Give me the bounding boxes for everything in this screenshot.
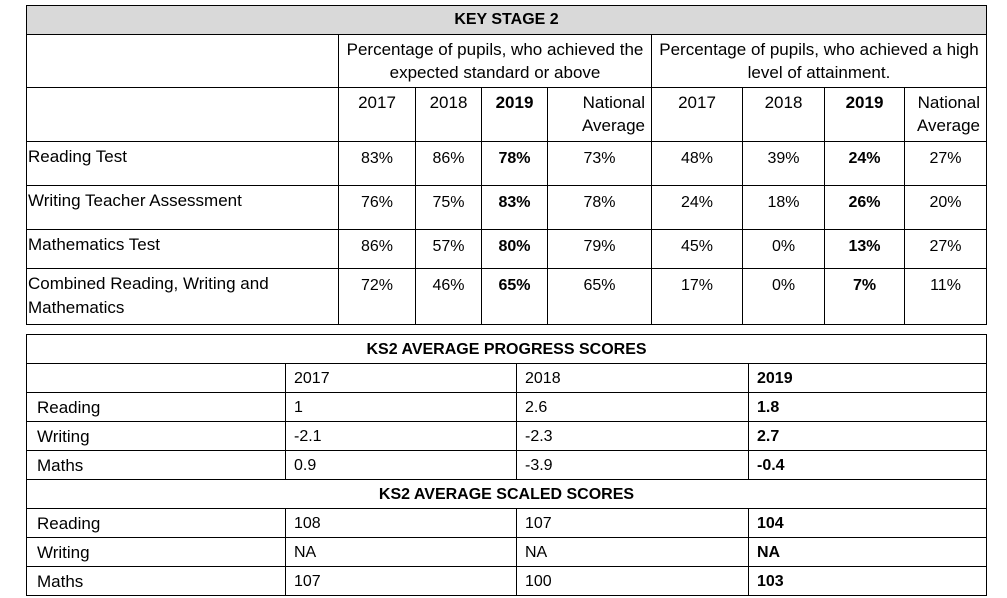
value-cell: 73% bbox=[548, 142, 652, 186]
value-cell: 108 bbox=[286, 509, 517, 538]
row-label: Combined Reading, Writing and Mathematics bbox=[27, 269, 339, 325]
row-label: Reading Test bbox=[27, 142, 339, 186]
value-cell: 24% bbox=[825, 142, 905, 186]
value-cell: 26% bbox=[825, 186, 905, 230]
table-row bbox=[27, 538, 987, 567]
value-cell: 83% bbox=[339, 142, 416, 186]
value-cell: 86% bbox=[416, 142, 482, 186]
value-cell: 7% bbox=[825, 269, 905, 325]
value-cell: 46% bbox=[416, 269, 482, 325]
value-cell: 0% bbox=[743, 230, 825, 269]
national-average-header: National Average bbox=[905, 88, 987, 142]
value-cell: 1 bbox=[286, 393, 517, 422]
value-cell: 17% bbox=[652, 269, 743, 325]
value-cell: 103 bbox=[749, 567, 987, 596]
value-cell: 11% bbox=[905, 269, 987, 325]
value-cell: 48% bbox=[652, 142, 743, 186]
year-header: 2018 bbox=[517, 364, 749, 393]
value-cell: 107 bbox=[517, 509, 749, 538]
value-cell: 39% bbox=[743, 142, 825, 186]
table-row bbox=[27, 269, 987, 325]
row-label: Mathematics Test bbox=[27, 230, 339, 269]
value-cell: 24% bbox=[652, 186, 743, 230]
value-cell: 13% bbox=[825, 230, 905, 269]
year-header: 2017 bbox=[652, 88, 743, 142]
high-attainment-header: Percentage of pupils, who achieved a high level of attainment. bbox=[652, 35, 987, 88]
value-cell: 75% bbox=[416, 186, 482, 230]
value-cell: 2.6 bbox=[517, 393, 749, 422]
row-label: Writing bbox=[27, 422, 286, 451]
value-cell: NA bbox=[749, 538, 987, 567]
value-cell: NA bbox=[286, 538, 517, 567]
value-cell: -3.9 bbox=[517, 451, 749, 480]
expected-standard-header: Percentage of pupils, who achieved the expected standard or above bbox=[339, 35, 652, 88]
value-cell: 72% bbox=[339, 269, 416, 325]
table-row bbox=[27, 509, 987, 538]
group-header-row bbox=[27, 35, 987, 88]
blank-header-cell bbox=[27, 35, 339, 88]
value-cell: 76% bbox=[339, 186, 416, 230]
year-header: 2018 bbox=[743, 88, 825, 142]
progress-title: KS2 AVERAGE PROGRESS SCORES bbox=[27, 335, 987, 364]
row-label: Writing bbox=[27, 538, 286, 567]
row-label: Maths bbox=[27, 567, 286, 596]
scaled-title-row bbox=[27, 480, 987, 509]
value-cell: 65% bbox=[482, 269, 548, 325]
value-cell: 100 bbox=[517, 567, 749, 596]
value-cell: 104 bbox=[749, 509, 987, 538]
value-cell: -2.3 bbox=[517, 422, 749, 451]
year-header: 2019 bbox=[749, 364, 987, 393]
key-stage-2-table bbox=[26, 5, 987, 325]
value-cell: 45% bbox=[652, 230, 743, 269]
year-header: 2018 bbox=[416, 88, 482, 142]
row-label: Writing Teacher Assessment bbox=[27, 186, 339, 230]
value-cell: NA bbox=[517, 538, 749, 567]
value-cell: 18% bbox=[743, 186, 825, 230]
value-cell: 2.7 bbox=[749, 422, 987, 451]
value-cell: -2.1 bbox=[286, 422, 517, 451]
year-header: 2019 bbox=[825, 88, 905, 142]
row-label: Reading bbox=[27, 393, 286, 422]
table-row bbox=[27, 230, 987, 269]
year-header: 2017 bbox=[286, 364, 517, 393]
value-cell: 107 bbox=[286, 567, 517, 596]
key-stage-title: KEY STAGE 2 bbox=[27, 6, 987, 35]
value-cell: 79% bbox=[548, 230, 652, 269]
blank-header-cell bbox=[27, 364, 286, 393]
key-stage-title-row bbox=[27, 6, 987, 35]
value-cell: 1.8 bbox=[749, 393, 987, 422]
table-row bbox=[27, 393, 987, 422]
value-cell: 83% bbox=[482, 186, 548, 230]
value-cell: 78% bbox=[482, 142, 548, 186]
value-cell: 0% bbox=[743, 269, 825, 325]
table-row bbox=[27, 142, 987, 186]
table-row bbox=[27, 422, 987, 451]
national-average-header: National Average bbox=[548, 88, 652, 142]
value-cell: 0.9 bbox=[286, 451, 517, 480]
table-row bbox=[27, 186, 987, 230]
row-label: Maths bbox=[27, 451, 286, 480]
ks2-scores-table bbox=[26, 334, 987, 596]
value-cell: 20% bbox=[905, 186, 987, 230]
year-header-row bbox=[27, 88, 987, 142]
value-cell: 86% bbox=[339, 230, 416, 269]
value-cell: 27% bbox=[905, 230, 987, 269]
blank-header-cell bbox=[27, 88, 339, 142]
progress-year-row bbox=[27, 364, 987, 393]
year-header: 2017 bbox=[339, 88, 416, 142]
year-header: 2019 bbox=[482, 88, 548, 142]
table-row bbox=[27, 567, 987, 596]
value-cell: 80% bbox=[482, 230, 548, 269]
scaled-title: KS2 AVERAGE SCALED SCORES bbox=[27, 480, 987, 509]
value-cell: 57% bbox=[416, 230, 482, 269]
value-cell: 65% bbox=[548, 269, 652, 325]
value-cell: 27% bbox=[905, 142, 987, 186]
value-cell: 78% bbox=[548, 186, 652, 230]
table-row bbox=[27, 451, 987, 480]
progress-title-row bbox=[27, 335, 987, 364]
value-cell: -0.4 bbox=[749, 451, 987, 480]
row-label: Reading bbox=[27, 509, 286, 538]
